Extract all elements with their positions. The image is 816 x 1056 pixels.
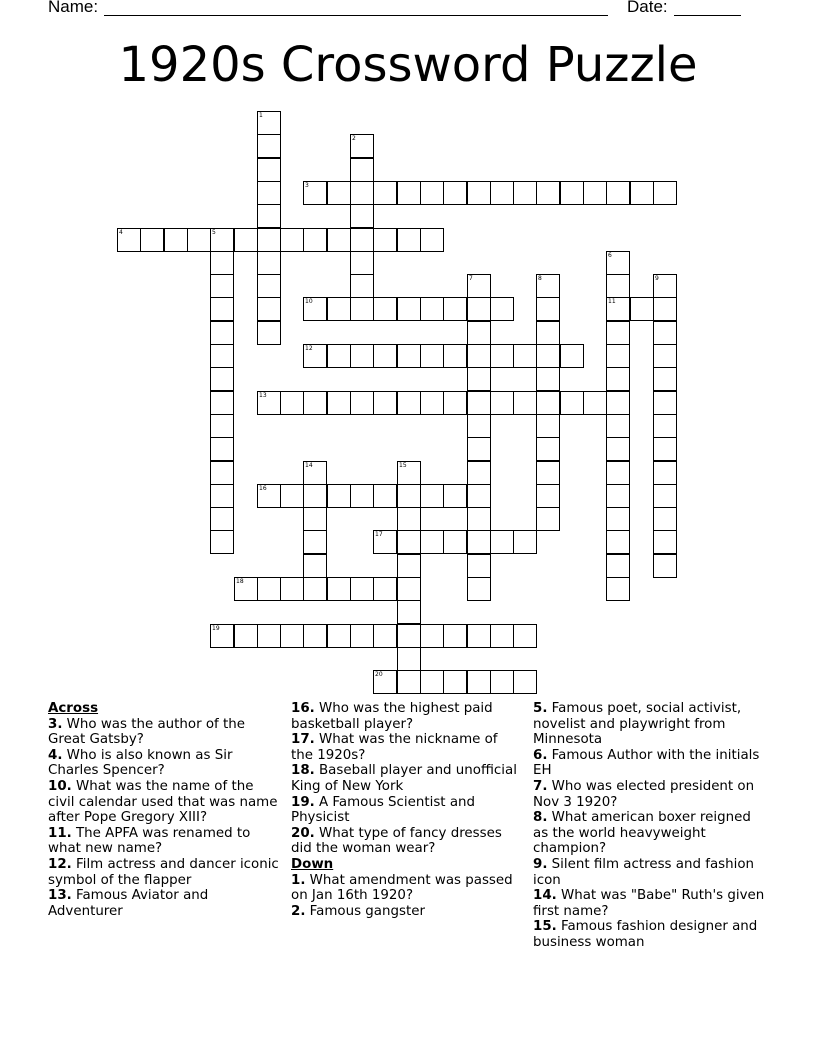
grid-cell[interactable] [303, 391, 327, 415]
grid-cell[interactable] [373, 344, 397, 368]
grid-cell[interactable] [327, 624, 351, 648]
grid-cell[interactable] [467, 670, 491, 694]
clue-text: Famous poet, social activist, novelist and playwright from Minnesota [533, 701, 742, 748]
name-label: Name: [48, 0, 99, 16]
grid-number: 18 [236, 578, 244, 585]
clue-number: 15. [533, 919, 557, 935]
grid-cell[interactable] [420, 228, 444, 252]
grid-cell[interactable] [653, 297, 677, 321]
grid-cell[interactable] [443, 624, 467, 648]
grid-number: 7 [469, 275, 473, 282]
grid-cell[interactable] [443, 297, 467, 321]
grid-cell[interactable] [303, 228, 327, 252]
grid-cell[interactable] [280, 577, 304, 601]
grid-cell[interactable] [420, 624, 444, 648]
clue-item [533, 748, 765, 779]
grid-cell[interactable] [397, 554, 421, 578]
clue-text: Famous gangster [309, 903, 425, 919]
clue-number: 10. [48, 778, 72, 794]
grid-cell[interactable] [350, 391, 374, 415]
grid-cell[interactable] [653, 274, 677, 298]
grid-cell[interactable] [257, 251, 281, 275]
grid-cell[interactable] [257, 297, 281, 321]
clue-number: 19. [291, 794, 315, 810]
grid-cell[interactable] [303, 344, 327, 368]
grid-cell[interactable] [606, 274, 630, 298]
grid-cell[interactable] [606, 321, 630, 345]
grid-cell[interactable] [536, 274, 560, 298]
clue-number: 13. [48, 888, 72, 904]
grid-cell[interactable] [467, 437, 491, 461]
grid-cell[interactable] [397, 577, 421, 601]
grid-cell[interactable] [536, 321, 560, 345]
grid-number: 15 [399, 462, 407, 469]
grid-cell[interactable] [606, 297, 630, 321]
grid-cell[interactable] [490, 624, 514, 648]
clue-number: 18. [291, 763, 315, 779]
grid-cell[interactable] [327, 228, 351, 252]
grid-number: 8 [538, 275, 542, 282]
grid-cell[interactable] [257, 158, 281, 182]
grid-cell[interactable] [467, 507, 491, 531]
grid-cell[interactable] [350, 344, 374, 368]
grid-cell[interactable] [490, 391, 514, 415]
grid-cell[interactable] [327, 344, 351, 368]
grid-cell[interactable] [397, 344, 421, 368]
clue-item [533, 888, 765, 919]
grid-cell[interactable] [420, 670, 444, 694]
grid-cell[interactable] [350, 274, 374, 298]
grid-cell[interactable] [420, 344, 444, 368]
grid-cell[interactable] [373, 670, 397, 694]
grid-cell[interactable] [606, 181, 630, 205]
grid-cell[interactable] [420, 391, 444, 415]
grid-cell[interactable] [653, 344, 677, 368]
grid-cell[interactable] [583, 181, 607, 205]
clue-number: 16. [291, 701, 315, 716]
grid-cell[interactable] [443, 181, 467, 205]
grid-cell[interactable] [443, 670, 467, 694]
grid-cell[interactable] [490, 670, 514, 694]
grid-cell[interactable] [606, 577, 630, 601]
clue-text: A Famous Scientist and Physicist [291, 794, 476, 826]
grid-cell[interactable] [257, 391, 281, 415]
grid-cell[interactable] [303, 461, 327, 485]
grid-cell[interactable] [210, 297, 234, 321]
grid-cell[interactable] [303, 297, 327, 321]
grid-cell[interactable] [210, 484, 234, 508]
grid-cell[interactable] [536, 461, 560, 485]
clue-text: What was "Babe" Ruth's given first name? [533, 888, 765, 919]
grid-cell[interactable] [467, 344, 491, 368]
grid-cell[interactable] [210, 321, 234, 345]
clue-item [48, 857, 280, 888]
grid-cell[interactable] [397, 600, 421, 624]
grid-cell[interactable] [653, 321, 677, 345]
grid-cell[interactable] [210, 507, 234, 531]
grid-cell[interactable] [467, 297, 491, 321]
grid-cell[interactable] [653, 461, 677, 485]
clue-text: Famous fashion designer and business woman [533, 919, 758, 950]
clue-text: What american boxer reigned as the world heavyweight champion? [533, 810, 751, 857]
grid-cell[interactable] [210, 367, 234, 391]
grid-cell[interactable] [257, 577, 281, 601]
grid-cell[interactable] [234, 228, 258, 252]
grid-cell[interactable] [513, 670, 537, 694]
grid-cell[interactable] [606, 367, 630, 391]
grid-cell[interactable] [397, 624, 421, 648]
grid-number: 14 [305, 462, 313, 469]
grid-cell[interactable] [606, 344, 630, 368]
grid-cell[interactable] [467, 624, 491, 648]
grid-cell[interactable] [653, 507, 677, 531]
grid-cell[interactable] [536, 297, 560, 321]
grid-cell[interactable] [350, 577, 374, 601]
grid-cell[interactable] [397, 461, 421, 485]
grid-cell[interactable] [350, 228, 374, 252]
grid-cell[interactable] [467, 321, 491, 345]
grid-cell[interactable] [397, 297, 421, 321]
grid-cell[interactable] [210, 228, 234, 252]
grid-cell[interactable] [467, 577, 491, 601]
clue-text: Famous Aviator and Adventurer [48, 888, 209, 919]
clue-item [533, 701, 765, 748]
grid-cell[interactable] [234, 624, 258, 648]
page-title: 1920s Crossword Puzzle [118, 37, 698, 93]
grid-cell[interactable] [303, 484, 327, 508]
grid-cell[interactable] [606, 414, 630, 438]
grid-cell[interactable] [327, 391, 351, 415]
grid-cell[interactable] [117, 228, 141, 252]
grid-cell[interactable] [490, 344, 514, 368]
clue-item [291, 826, 523, 857]
grid-cell[interactable] [257, 228, 281, 252]
grid-cell[interactable] [257, 484, 281, 508]
grid-cell[interactable] [303, 181, 327, 205]
grid-number: 9 [655, 275, 659, 282]
clue-text: Film actress and dancer iconic symbol of the flapper [48, 856, 279, 888]
clue-item [48, 779, 280, 826]
grid-cell[interactable] [420, 181, 444, 205]
grid-cell[interactable] [606, 391, 630, 415]
grid-cell[interactable] [373, 228, 397, 252]
grid-cell[interactable] [513, 391, 537, 415]
clue-number: 4. [48, 747, 63, 763]
grid-cell[interactable] [560, 181, 584, 205]
clue-number: 6. [533, 747, 548, 763]
clue-text: What type of fancy dresses did the woman wear? [291, 825, 502, 857]
grid-cell[interactable] [630, 181, 654, 205]
grid-number: 17 [375, 531, 383, 538]
grid-cell[interactable] [280, 228, 304, 252]
grid-cell[interactable] [210, 414, 234, 438]
grid-cell[interactable] [210, 344, 234, 368]
clue-number: 12. [48, 856, 72, 872]
grid-cell[interactable] [373, 624, 397, 648]
grid-cell[interactable] [536, 391, 560, 415]
grid-cell[interactable] [257, 111, 281, 135]
grid-cell[interactable] [140, 228, 164, 252]
grid-cell[interactable] [606, 461, 630, 485]
grid-cell[interactable] [373, 297, 397, 321]
grid-number: 19 [212, 625, 220, 632]
clue-text: Silent film actress and fashion icon [533, 856, 755, 888]
clue-number: 17. [291, 732, 315, 748]
grid-cell[interactable] [210, 391, 234, 415]
clue-number: 11. [48, 825, 72, 841]
clue-column-2 [291, 701, 523, 919]
grid-cell[interactable] [653, 437, 677, 461]
grid-cell[interactable] [653, 530, 677, 554]
grid-cell[interactable] [560, 344, 584, 368]
grid-cell[interactable] [420, 297, 444, 321]
grid-cell[interactable] [210, 274, 234, 298]
clue-text: What was the name of the civil calendar used that was name after Pope Gregory XIII? [48, 778, 278, 826]
grid-number: 16 [259, 485, 267, 492]
grid-cell[interactable] [467, 274, 491, 298]
grid-cell[interactable] [536, 344, 560, 368]
grid-cell[interactable] [257, 624, 281, 648]
grid-cell[interactable] [210, 461, 234, 485]
grid-cell[interactable] [513, 624, 537, 648]
grid-cell[interactable] [397, 228, 421, 252]
grid-cell[interactable] [536, 507, 560, 531]
grid-cell[interactable] [536, 414, 560, 438]
grid-cell[interactable] [303, 554, 327, 578]
clue-number: 8. [533, 810, 548, 826]
grid-cell[interactable] [210, 251, 234, 275]
grid-cell[interactable] [397, 647, 421, 671]
clue-column-3 [533, 701, 765, 951]
grid-cell[interactable] [303, 577, 327, 601]
grid-cell[interactable] [467, 554, 491, 578]
grid-cell[interactable] [327, 577, 351, 601]
grid-cell[interactable] [443, 530, 467, 554]
grid-cell[interactable] [653, 181, 677, 205]
grid-cell[interactable] [397, 391, 421, 415]
grid-cell[interactable] [397, 181, 421, 205]
grid-number: 10 [305, 298, 313, 305]
clue-text: The APFA was renamed to what new name? [48, 825, 251, 857]
clue-item [48, 826, 280, 857]
grid-cell[interactable] [420, 530, 444, 554]
grid-cell[interactable] [257, 204, 281, 228]
grid-cell[interactable] [443, 484, 467, 508]
clue-text: What was the nickname of the 1920s? [291, 732, 498, 763]
grid-number: 4 [119, 229, 123, 236]
grid-cell[interactable] [257, 181, 281, 205]
clue-text: What amendment was passed on Jan 16th 1920? [291, 872, 513, 904]
grid-cell[interactable] [653, 391, 677, 415]
grid-cell[interactable] [560, 391, 584, 415]
grid-number: 13 [259, 392, 267, 399]
grid-number: 12 [305, 345, 313, 352]
clue-text: Who was the highest paid basketball player? [291, 701, 493, 732]
grid-cell[interactable] [653, 554, 677, 578]
grid-cell[interactable] [350, 624, 374, 648]
clue-item [291, 873, 523, 904]
clue-number: 7. [533, 778, 548, 794]
clue-text: Baseball player and unofficial King of New York [291, 763, 517, 794]
grid-cell[interactable] [397, 507, 421, 531]
grid-cell[interactable] [280, 484, 304, 508]
grid-cell[interactable] [350, 484, 374, 508]
clue-item [48, 717, 280, 748]
grid-cell[interactable] [257, 134, 281, 158]
grid-number: 6 [608, 252, 612, 259]
grid-cell[interactable] [373, 530, 397, 554]
grid-cell[interactable] [536, 437, 560, 461]
grid-cell[interactable] [210, 437, 234, 461]
grid-number: 5 [212, 229, 216, 236]
grid-cell[interactable] [257, 274, 281, 298]
grid-cell[interactable] [327, 297, 351, 321]
grid-cell[interactable] [350, 181, 374, 205]
grid-number: 20 [375, 671, 383, 678]
grid-cell[interactable] [350, 204, 374, 228]
grid-cell[interactable] [210, 624, 234, 648]
clue-item [533, 919, 765, 950]
grid-cell[interactable] [606, 251, 630, 275]
grid-cell[interactable] [397, 530, 421, 554]
clue-item [48, 748, 280, 779]
clue-text: Who is also known as Sir Charles Spencer? [48, 747, 233, 779]
grid-cell[interactable] [467, 367, 491, 391]
clue-number: 14. [533, 888, 557, 904]
grid-cell[interactable] [513, 181, 537, 205]
grid-cell[interactable] [280, 391, 304, 415]
clue-number: 3. [48, 716, 63, 732]
grid-cell[interactable] [303, 624, 327, 648]
grid-cell[interactable] [373, 577, 397, 601]
grid-cell[interactable] [397, 670, 421, 694]
clue-number: 20. [291, 825, 315, 841]
grid-cell[interactable] [187, 228, 211, 252]
clue-number: 9. [533, 856, 548, 872]
clue-item [291, 904, 523, 920]
grid-cell[interactable] [420, 484, 444, 508]
grid-cell[interactable] [606, 507, 630, 531]
grid-number: 2 [352, 135, 356, 142]
clue-text: Who was the author of the Great Gatsby? [48, 716, 245, 748]
grid-cell[interactable] [280, 624, 304, 648]
clue-number: 1. [291, 872, 306, 888]
grid-cell[interactable] [350, 297, 374, 321]
clue-item [291, 795, 523, 826]
clue-item [533, 810, 765, 857]
grid-cell[interactable] [467, 461, 491, 485]
grid-cell[interactable] [373, 484, 397, 508]
grid-cell[interactable] [443, 391, 467, 415]
grid-cell[interactable] [653, 367, 677, 391]
clue-number: 2. [291, 903, 306, 919]
down-heading: Down [291, 856, 334, 872]
clue-column-1 [48, 701, 280, 919]
grid-cell[interactable] [513, 344, 537, 368]
grid-number: 11 [608, 298, 616, 305]
grid-cell[interactable] [536, 367, 560, 391]
grid-cell[interactable] [653, 414, 677, 438]
clue-item [291, 701, 523, 732]
grid-cell[interactable] [536, 181, 560, 205]
grid-cell[interactable] [467, 181, 491, 205]
grid-cell[interactable] [164, 228, 188, 252]
grid-cell[interactable] [350, 251, 374, 275]
grid-cell[interactable] [467, 414, 491, 438]
clue-text: Famous Author with the initials EH [533, 747, 760, 779]
clue-number: 5. [533, 701, 548, 716]
grid-number: 1 [259, 112, 263, 119]
grid-cell[interactable] [513, 530, 537, 554]
grid-cell[interactable] [327, 484, 351, 508]
grid-number: 3 [305, 182, 309, 189]
grid-cell[interactable] [397, 484, 421, 508]
grid-cell[interactable] [210, 530, 234, 554]
clue-item [291, 763, 523, 794]
grid-cell[interactable] [490, 181, 514, 205]
grid-cell[interactable] [606, 554, 630, 578]
grid-cell[interactable] [606, 484, 630, 508]
date-label: Date: [627, 0, 668, 16]
grid-cell[interactable] [536, 484, 560, 508]
clue-item [533, 857, 765, 888]
grid-cell[interactable] [257, 321, 281, 345]
grid-cell[interactable] [443, 344, 467, 368]
grid-cell[interactable] [490, 530, 514, 554]
grid-cell[interactable] [583, 391, 607, 415]
grid-cell[interactable] [490, 297, 514, 321]
grid-cell[interactable] [373, 181, 397, 205]
grid-cell[interactable] [467, 530, 491, 554]
grid-cell[interactable] [653, 484, 677, 508]
grid-cell[interactable] [234, 577, 258, 601]
clue-text: Who was elected president on Nov 3 1920? [533, 778, 755, 810]
across-heading: Across [48, 701, 99, 716]
clue-item [291, 732, 523, 763]
grid-cell[interactable] [606, 530, 630, 554]
grid-cell[interactable] [606, 437, 630, 461]
grid-cell[interactable] [373, 391, 397, 415]
grid-cell[interactable] [467, 391, 491, 415]
clue-item [533, 779, 765, 810]
grid-cell[interactable] [630, 297, 654, 321]
clue-item [48, 888, 280, 919]
grid-cell[interactable] [350, 158, 374, 182]
grid-cell[interactable] [303, 530, 327, 554]
grid-cell[interactable] [467, 484, 491, 508]
grid-cell[interactable] [303, 507, 327, 531]
grid-cell[interactable] [327, 181, 351, 205]
grid-cell[interactable] [350, 134, 374, 158]
